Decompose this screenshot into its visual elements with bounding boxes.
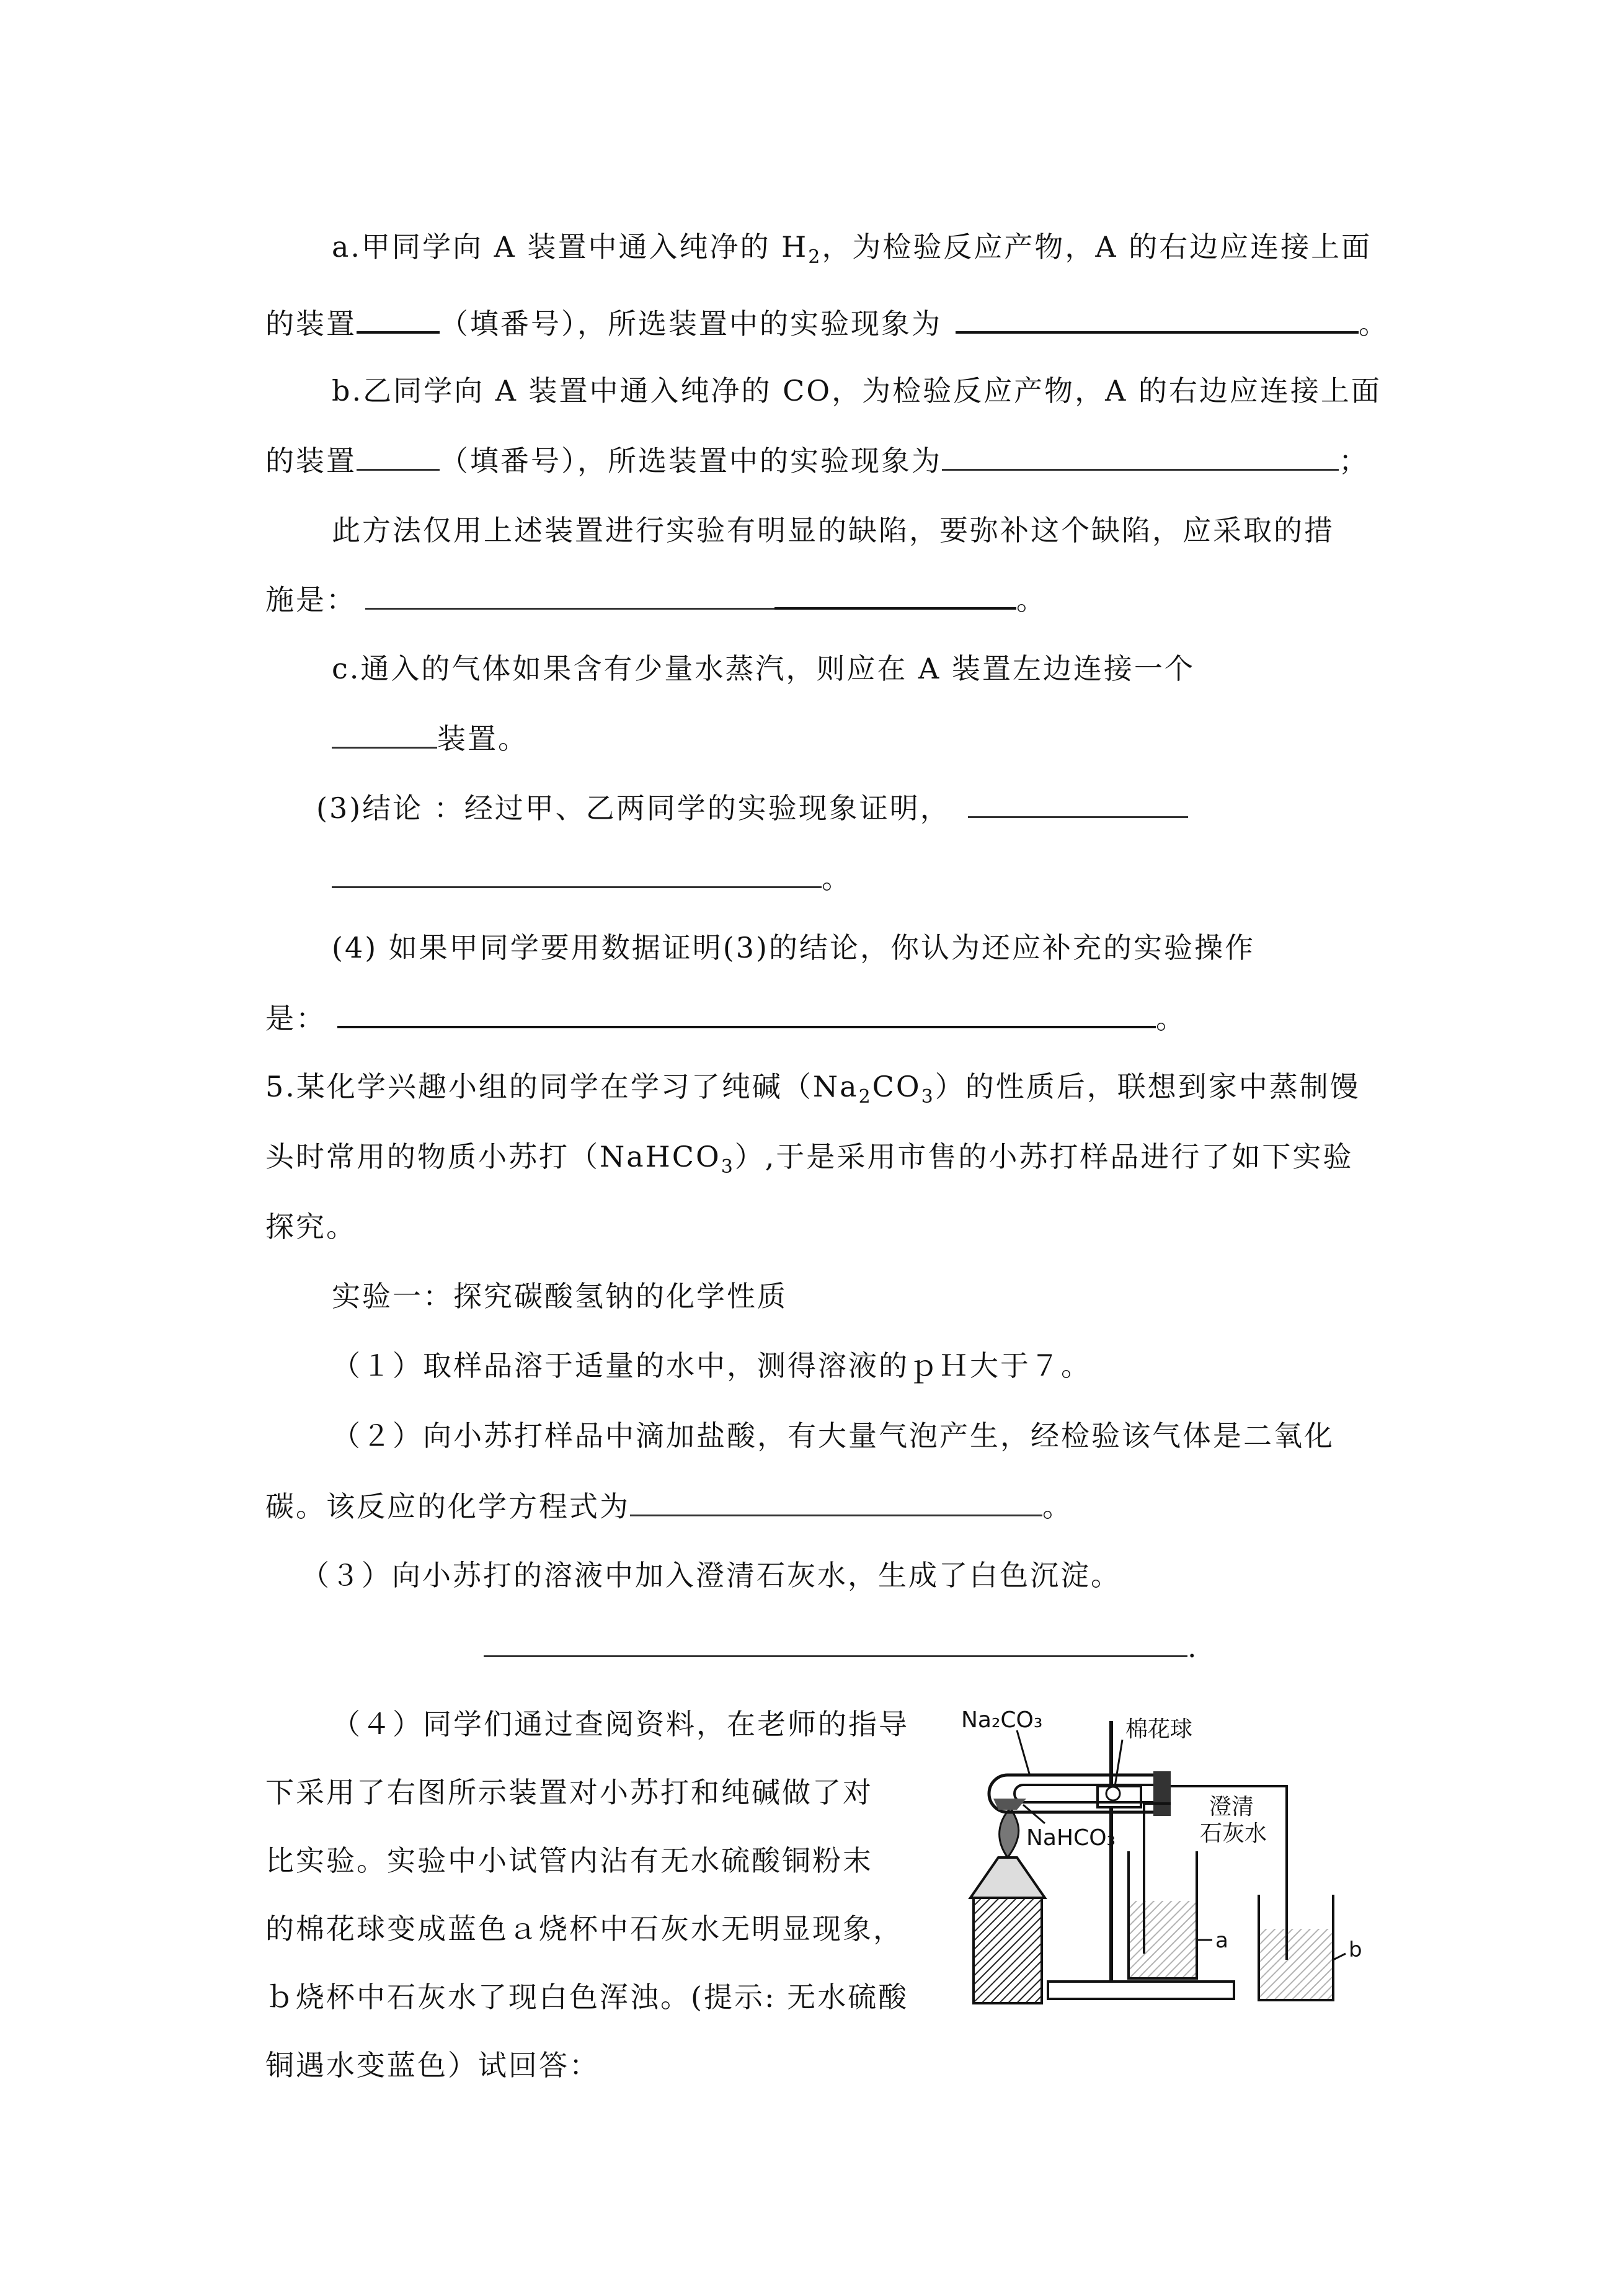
q5-step-4-line-1: （４）同学们通过查阅资料，在老师的指导 [332, 1707, 909, 1741]
q4-line-1: (4) 如果甲同学要用数据证明(3)的结论，你认为还应补充的实验操作 [332, 931, 1255, 964]
answer-blank[interactable] [332, 859, 822, 888]
label-nahco3: NaHCO₃ [1026, 1825, 1116, 1851]
label-a: a [1215, 1928, 1228, 1953]
answer-blank[interactable] [956, 304, 1359, 334]
q-b-line-2: 的装置 （填番号），所选装置中的实验现象为 ； [265, 442, 1369, 479]
q5-step-3: （３）向小苏打的溶液中加入澄清石灰水，生成了白色沉淀。 [301, 1559, 1121, 1592]
label-cotton: 棉花球 [1125, 1717, 1193, 1742]
q-c-line-1: c.通入的气体如果含有少量水蒸汽，则应在 A 装置左边连接一个 [332, 652, 1195, 685]
answer-blank[interactable] [357, 304, 440, 334]
burner-block [974, 1898, 1042, 2003]
answer-blank[interactable] [365, 581, 774, 610]
q-c-line-2: 装置。 [332, 719, 528, 757]
q4-line-2: 是： 。 [265, 999, 1186, 1037]
q-a-line-2: 的装置 （填番号），所选装置中的实验现象为 。 [265, 304, 1389, 342]
q5-step-4-line-2: 下采用了右图所示装置对小苏打和纯碱做了对 [265, 1776, 873, 1809]
answer-blank[interactable] [332, 719, 437, 749]
q3-line-2: 。 [332, 859, 852, 897]
answer-blank[interactable] [337, 999, 1156, 1028]
answer-blank[interactable] [968, 789, 1188, 818]
q5-step-1: （１）取样品溶于适量的水中，测得溶液的ｐＨ大于７。 [332, 1349, 1091, 1382]
q5-step-3-answer: . [484, 1628, 1199, 1666]
label-b: b [1349, 1937, 1362, 1962]
label-na2co3: Na₂CO₃ [961, 1707, 1043, 1733]
q5-step-2-line-2: 碳。该反应的化学方程式为 。 [265, 1487, 1073, 1525]
q3-line-1: (3)结论 ：经过甲、乙两同学的实验现象证明， [316, 789, 1188, 827]
q-b-line-1: b.乙同学向 A 装置中通入纯净的 CO，为检验反应产物，A 的右边应连接上面 [332, 374, 1382, 407]
label-lime-1: 澄清 [1209, 1794, 1254, 1820]
answer-blank[interactable] [774, 580, 1016, 610]
q5-line-1: 5.某化学兴趣小组的同学在学习了纯碱$(Na_2CO_3)$的性质后，联想到家中蒸制馒 [265, 1070, 1360, 1108]
q-a-line-1: a.甲同学向 A 装置中通入纯净的 $H_2$，为检验反应产物，A 的右边应连接上面 [332, 230, 1372, 269]
q5-line-2: 头时常用的物质小苏打（NaHCO$_3$）,于是采用市售的小苏打样品进行了如下实验 [265, 1140, 1354, 1178]
lime-water-b [1260, 1929, 1332, 1999]
answer-blank[interactable] [942, 442, 1339, 471]
flame-icon [1000, 1808, 1019, 1857]
burner-lamp [970, 1857, 1045, 1898]
q5-step-4-line-3: 比实验。实验中小试管内沾有无水硫酸铜粉末 [265, 1844, 873, 1877]
q5-step-4-line-4: 的棉花球变成蓝色ａ烧杯中石灰水无明显现象， [265, 1912, 903, 1946]
q5-step-4-line-6: 铜遇水变蓝色）试回答： [265, 2049, 600, 2082]
cotton-ball [1106, 1787, 1120, 1800]
q-b-line-3: 此方法仅用上述装置进行实验有明显的缺陷，要弥补这个缺陷，应采取的措 [332, 514, 1334, 547]
answer-blank[interactable] [357, 442, 440, 471]
lime-water-a [1130, 1901, 1196, 1977]
q5-step-4-line-5: ｂ烧杯中石灰水了现白色浑浊。(提示: 无水硫酸 [265, 1980, 909, 2014]
q-b-line-4: 施是： 。 [265, 580, 1047, 618]
q5-line-3: 探究。 [265, 1210, 357, 1243]
apparatus-figure [949, 1693, 1383, 2016]
stand-base [1048, 1982, 1234, 1999]
label-lime-2: 石灰水 [1200, 1821, 1267, 1846]
answer-blank[interactable] [484, 1628, 1187, 1657]
experiment-1-heading: 实验一：探究碳酸氢钠的化学性质 [332, 1279, 788, 1313]
q5-step-2-line-1: （２）向小苏打样品中滴加盐酸，有大量气泡产生，经检验该气体是二氧化 [332, 1419, 1334, 1452]
answer-blank[interactable] [630, 1487, 1042, 1516]
stopper [1153, 1771, 1171, 1816]
powder [993, 1799, 1026, 1810]
